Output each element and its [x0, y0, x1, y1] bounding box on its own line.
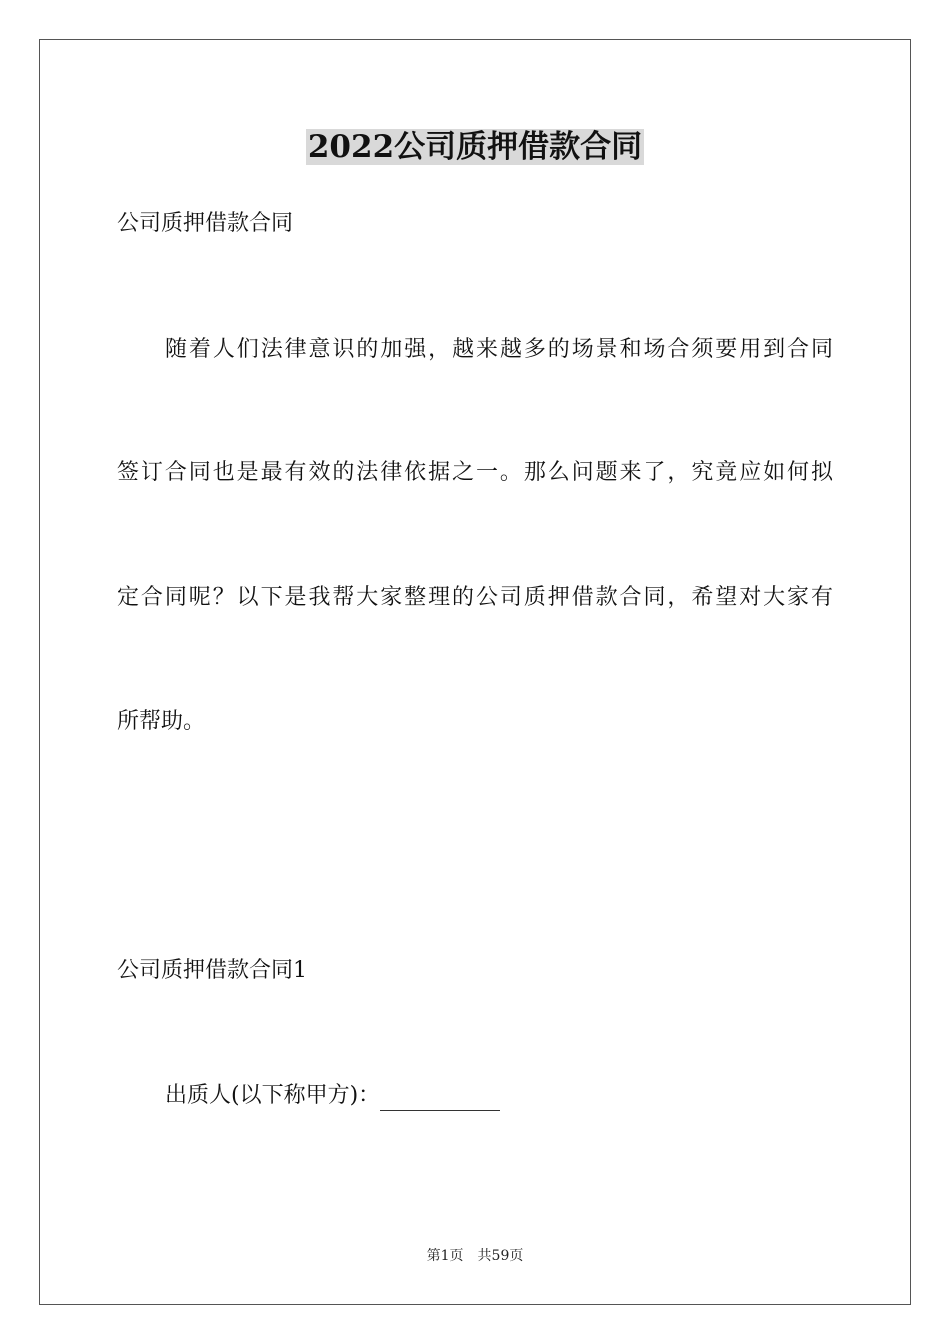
pledgor-blank-line — [380, 1086, 500, 1111]
intro-line-1: 随着人们法律意识的加强，越来越多的场景和场合须要用到合同 — [165, 337, 833, 362]
page-number: 第1页 — [426, 1248, 464, 1264]
page-footer — [0, 1246, 950, 1266]
document-title-text: 2022公司质押借款合同 — [307, 129, 643, 165]
document-title — [0, 124, 950, 170]
intro-line-3: 定合同呢？以下是我帮大家整理的公司质押借款合同，希望对大家有 — [117, 585, 833, 610]
page-total: 共59页 — [477, 1248, 524, 1264]
intro-line-4: 所帮助。 — [117, 709, 206, 734]
section-heading: 公司质押借款合同1 — [117, 958, 307, 983]
intro-line-2: 签订合同也是最有效的法律依据之一。那么问题来了，究竟应如何拟 — [117, 460, 833, 485]
pledgor-field-row — [117, 1081, 833, 1111]
pledgor-label: 出质人(以下称甲方)： — [165, 1083, 381, 1108]
document-subtitle: 公司质押借款合同 — [117, 211, 294, 236]
